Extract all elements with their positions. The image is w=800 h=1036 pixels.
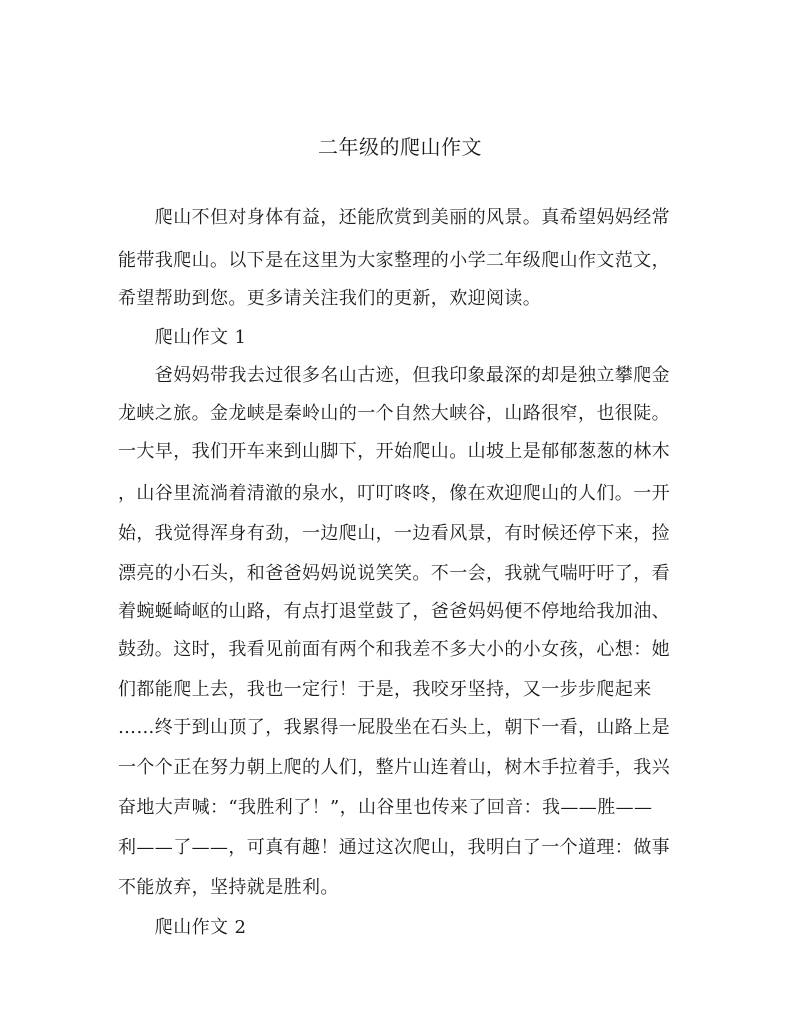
paragraph-line: 始，我觉得浑身有劲，一边爬山，一边看风景，有时候还停下来，捡	[118, 523, 670, 544]
paragraph-line: 一个个正在努力朝上爬的人们，整片山连着山，树木手拉着手，我兴	[118, 757, 670, 778]
paragraph-line: 龙峡之旅。金龙峡是秦岭山的一个自然大峡谷，山路很窄，也很陡。	[118, 403, 670, 424]
document-title: 二年级的爬山作文	[318, 135, 482, 159]
paragraph-line: 一大早，我们开车来到山脚下，开始爬山。山坡上是郁郁葱葱的林木	[118, 441, 670, 462]
paragraph-line: 不能放弃，坚持就是胜利。	[118, 877, 339, 898]
paragraph-line: 爬山不但对身体有益，还能欣赏到美丽的风景。真希望妈妈经常	[118, 207, 670, 228]
paragraph-line: 希望帮助到您。更多请关注我们的更新，欢迎阅读。	[118, 288, 542, 309]
paragraph-line: 漂亮的小石头，和爸爸妈妈说说笑笑。不一会，我就气喘吁吁了，看	[118, 563, 670, 584]
section-heading: 爬山作文 2	[118, 917, 247, 938]
paragraph-line: 着蜿蜒崎岖的山路，有点打退堂鼓了，爸爸妈妈便不停地给我加油、	[118, 601, 670, 622]
paragraph-line: 们都能爬上去，我也一定行！于是，我咬牙坚持，又一步步爬起来	[118, 679, 652, 700]
paragraph-line: ……终于到山顶了，我累得一屁股坐在石头上，朝下一看，山路上是	[118, 717, 670, 738]
section-heading: 爬山作文 1	[118, 327, 247, 348]
paragraph-line: 利——了——，可真有趣！通过这次爬山，我明白了一个道理：做事	[118, 837, 670, 858]
paragraph-line: 能带我爬山。以下是在这里为大家整理的小学二年级爬山作文范文，	[118, 250, 670, 271]
paragraph-line: 爸妈妈带我去过很多名山古迹，但我印象最深的却是独立攀爬金	[118, 365, 670, 386]
paragraph-line: 奋地大声喊：“我胜利了！”，山谷里也传来了回音：我——胜——	[118, 797, 653, 818]
paragraph-line: 鼓劲。这时，我看见前面有两个和我差不多大小的小女孩，心想：她	[118, 639, 670, 660]
paragraph-line: ，山谷里流淌着清澈的泉水，叮叮咚咚，像在欢迎爬山的人们。一开	[118, 483, 670, 504]
